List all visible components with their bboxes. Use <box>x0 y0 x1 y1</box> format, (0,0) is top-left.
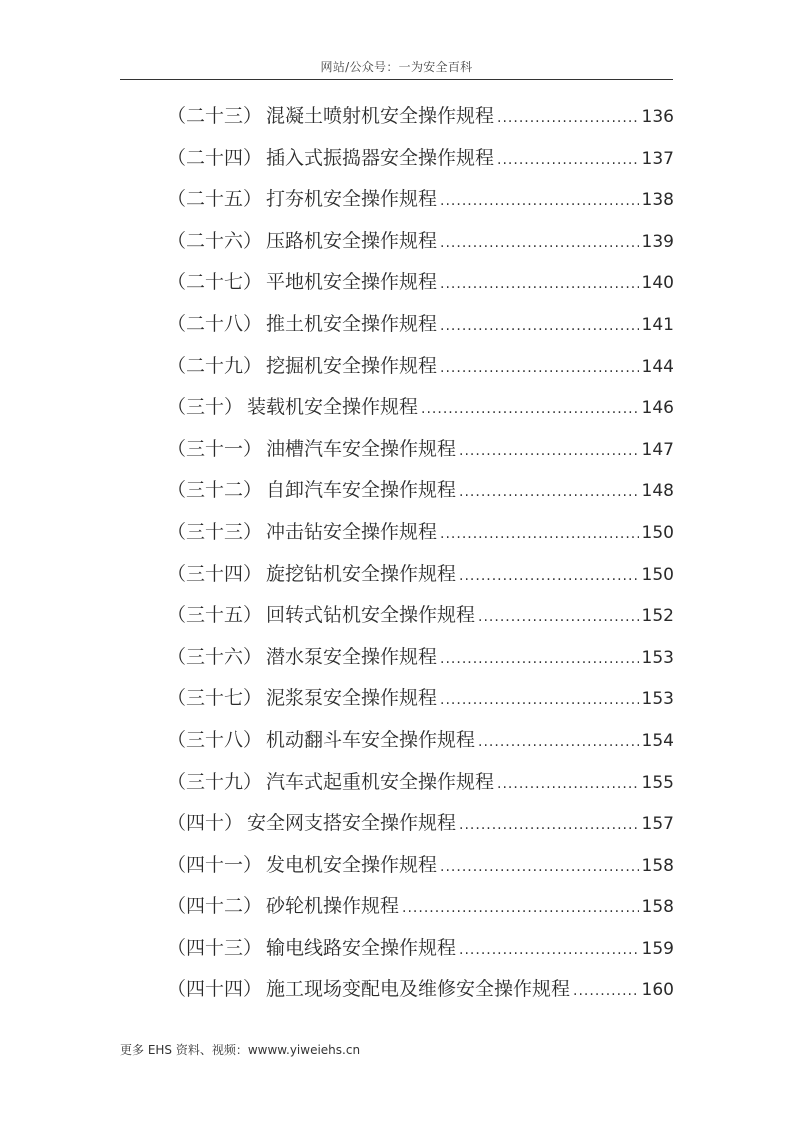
toc-dot-leader <box>459 805 639 847</box>
toc-entry-page: 158 <box>641 855 674 876</box>
toc-dot-leader <box>421 389 639 431</box>
toc-entry[interactable] <box>167 678 674 720</box>
toc-dot-leader <box>459 556 639 598</box>
toc-entry-title: 压路机安全操作规程 <box>266 229 438 252</box>
toc-entry-page: 137 <box>641 148 674 169</box>
toc-dot-leader <box>497 98 639 140</box>
toc-entry-title: 砂轮机操作规程 <box>266 895 400 918</box>
toc-entry-page: 147 <box>641 439 674 460</box>
toc-entry[interactable] <box>167 304 674 346</box>
toc-entry-title: 挖掘机安全操作规程 <box>266 354 438 377</box>
toc-dot-leader <box>402 888 639 930</box>
page-header: 网站/公众号：一为安全百科 <box>320 60 473 74</box>
toc-entry-title: 输电线路安全操作规程 <box>266 936 457 959</box>
toc-entry-title: 平地机安全操作规程 <box>266 271 438 294</box>
toc-entry[interactable] <box>167 803 674 845</box>
toc-entry-number: （三十九） <box>167 770 263 793</box>
toc-entry[interactable] <box>167 512 674 554</box>
toc-entry-number: （二十四） <box>167 146 263 169</box>
toc-entry-number: （二十七） <box>167 271 263 294</box>
page-footer: 更多 EHS 资料、视频：wwww.yiweiehs.cn <box>120 1043 361 1057</box>
toc-dot-leader <box>478 597 639 639</box>
toc-dot-leader <box>478 722 639 764</box>
toc-entry-page: 150 <box>641 564 674 585</box>
toc-entry[interactable] <box>167 138 674 180</box>
toc-entry-title: 旋挖钻机安全操作规程 <box>266 562 457 585</box>
toc-entry-number: （三十七） <box>167 687 263 710</box>
toc-entry[interactable] <box>167 179 674 221</box>
toc-entry-title: 自卸汽车安全操作规程 <box>266 479 457 502</box>
toc-entry-page: 139 <box>641 231 674 252</box>
toc-dot-leader <box>440 306 639 348</box>
header-divider <box>120 79 673 80</box>
toc-dot-leader <box>440 181 639 223</box>
toc-entry-title: 推土机安全操作规程 <box>266 312 438 335</box>
toc-entry-title: 施工现场变配电及维修安全操作规程 <box>266 978 571 1001</box>
toc-dot-leader <box>573 971 639 1013</box>
toc-entry-number: （二十五） <box>167 188 263 211</box>
toc-entry-page: 148 <box>641 481 674 502</box>
toc-entry-number: （二十六） <box>167 229 263 252</box>
toc-entry[interactable] <box>167 762 674 804</box>
toc-dot-leader <box>459 472 639 514</box>
toc-entry-number: （二十三） <box>167 105 263 127</box>
toc-dot-leader <box>459 431 639 473</box>
toc-entry-page: 153 <box>641 647 674 668</box>
toc-entry[interactable] <box>167 969 674 1011</box>
toc-entry[interactable] <box>167 845 674 887</box>
toc-entry-title: 打夯机安全操作规程 <box>266 188 438 211</box>
toc-dot-leader <box>440 223 639 265</box>
toc-entry-title: 装载机安全操作规程 <box>247 396 419 419</box>
toc-entry-number: （三十八） <box>167 728 263 751</box>
toc-entry-page: 158 <box>641 897 674 918</box>
toc-entry-page: 155 <box>641 772 674 793</box>
toc-entry-page: 136 <box>641 107 674 127</box>
toc-entry-page: 146 <box>641 398 674 419</box>
toc-entry-number: （三十六） <box>167 645 263 668</box>
toc-entry-number: （三十一） <box>167 437 263 460</box>
toc-entry-page: 159 <box>641 938 674 959</box>
toc-entry-title: 冲击钻安全操作规程 <box>266 520 438 543</box>
toc-entry-number: （二十八） <box>167 312 263 335</box>
toc-dot-leader <box>440 514 639 556</box>
toc-entry[interactable] <box>167 96 674 138</box>
toc-entry-number: （四十三） <box>167 936 263 959</box>
toc-entry-title: 安全网支搭安全操作规程 <box>247 812 457 835</box>
toc-entry-page: 150 <box>641 522 674 543</box>
toc-entry[interactable] <box>167 554 674 596</box>
toc-entry[interactable] <box>167 387 674 429</box>
toc-entry-title: 汽车式起重机安全操作规程 <box>266 770 495 793</box>
toc-entry-number: （三十） <box>167 396 244 419</box>
toc-entry-number: （四十二） <box>167 895 263 918</box>
toc-dot-leader <box>497 764 639 806</box>
toc-entry-page: 152 <box>641 606 674 627</box>
toc-entry[interactable] <box>167 262 674 304</box>
toc-entry[interactable] <box>167 928 674 970</box>
toc-entry-page: 153 <box>641 689 674 710</box>
toc-entry-page: 141 <box>641 314 674 335</box>
table-of-contents <box>167 96 674 1011</box>
toc-entry-title: 插入式振捣器安全操作规程 <box>266 146 495 169</box>
toc-dot-leader <box>440 639 639 681</box>
toc-dot-leader <box>440 847 639 889</box>
toc-entry-page: 140 <box>641 273 674 294</box>
toc-entry-title: 混凝土喷射机安全操作规程 <box>266 105 495 127</box>
toc-entry[interactable] <box>167 429 674 471</box>
toc-entry-page: 138 <box>641 190 674 211</box>
toc-entry-title: 潜水泵安全操作规程 <box>266 645 438 668</box>
toc-entry-title: 回转式钻机安全操作规程 <box>266 604 476 627</box>
toc-entry[interactable] <box>167 221 674 263</box>
toc-entry[interactable] <box>167 637 674 679</box>
toc-entry-page: 154 <box>641 730 674 751</box>
toc-entry[interactable] <box>167 886 674 928</box>
toc-entry-number: （三十三） <box>167 520 263 543</box>
toc-dot-leader <box>459 930 639 972</box>
toc-entry-title: 油槽汽车安全操作规程 <box>266 437 457 460</box>
toc-entry-title: 发电机安全操作规程 <box>266 853 438 876</box>
toc-entry-number: （三十五） <box>167 604 263 627</box>
toc-entry-page: 144 <box>641 356 674 377</box>
toc-entry-number: （四十） <box>167 812 244 835</box>
toc-dot-leader <box>497 140 639 182</box>
toc-dot-leader <box>440 348 639 390</box>
toc-entry-page: 157 <box>641 814 674 835</box>
toc-entry-title: 泥浆泵安全操作规程 <box>266 687 438 710</box>
toc-entry-title: 机动翻斗车安全操作规程 <box>266 728 476 751</box>
toc-entry[interactable] <box>167 720 674 762</box>
toc-dot-leader <box>440 264 639 306</box>
toc-entry-number: （二十九） <box>167 354 263 377</box>
toc-entry-page: 160 <box>641 980 674 1001</box>
toc-entry-number: （四十四） <box>167 978 263 1001</box>
toc-entry[interactable] <box>167 470 674 512</box>
toc-entry-number: （三十二） <box>167 479 263 502</box>
toc-entry-number: （四十一） <box>167 853 263 876</box>
toc-entry-number: （三十四） <box>167 562 263 585</box>
toc-dot-leader <box>440 680 639 722</box>
toc-entry[interactable] <box>167 346 674 388</box>
toc-entry[interactable] <box>167 595 674 637</box>
